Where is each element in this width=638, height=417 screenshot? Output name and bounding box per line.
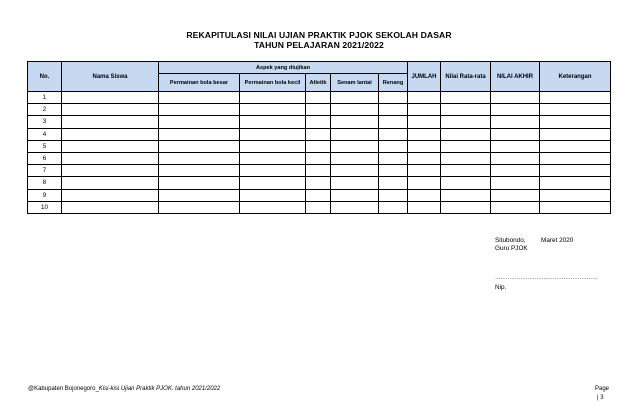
table-cell xyxy=(408,152,441,164)
table-cell xyxy=(379,165,408,177)
row-number: 7 xyxy=(28,165,62,177)
header-aspek-atletik: Atletik xyxy=(306,74,331,92)
header-jumlah: JUMLAH xyxy=(408,62,441,92)
table-cell xyxy=(62,128,159,140)
table-cell xyxy=(240,165,306,177)
row-number: 4 xyxy=(28,128,62,140)
footer-source xyxy=(28,385,220,393)
table-cell xyxy=(240,116,306,128)
row-number: 9 xyxy=(28,189,62,201)
footer-source-prefix: @Kabupaten Bojonegoro_ xyxy=(28,386,99,392)
table-row xyxy=(28,92,611,104)
table-cell xyxy=(62,116,159,128)
table-cell xyxy=(441,177,491,189)
table-cell xyxy=(491,92,540,104)
table-cell xyxy=(540,152,611,164)
table-cell xyxy=(540,92,611,104)
table-cell xyxy=(159,152,240,164)
table-cell xyxy=(159,92,240,104)
table-cell xyxy=(306,165,331,177)
table-cell xyxy=(540,128,611,140)
table-cell xyxy=(240,92,306,104)
table-cell xyxy=(441,201,491,213)
table-body xyxy=(28,92,611,214)
header-aspek-bola-kecil: Permainan bola kecil xyxy=(240,74,306,92)
row-number: 6 xyxy=(28,152,62,164)
table-cell xyxy=(62,152,159,164)
table-row xyxy=(28,128,611,140)
table-cell xyxy=(379,140,408,152)
table-cell xyxy=(441,189,491,201)
table-cell xyxy=(491,152,540,164)
signature-date: Maret 2020 xyxy=(541,237,574,244)
header-nama-siswa: Nama Siswa xyxy=(62,62,159,92)
table-cell xyxy=(441,165,491,177)
table-cell xyxy=(331,189,379,201)
table-cell xyxy=(159,189,240,201)
header-aspek-senam-lantai: Senam lantai xyxy=(331,74,379,92)
table-cell xyxy=(240,140,306,152)
table-cell xyxy=(306,128,331,140)
table-row xyxy=(28,104,611,116)
header-aspek-bola-besar: Permainan bola besar xyxy=(159,74,240,92)
table-cell xyxy=(62,92,159,104)
table-cell xyxy=(62,189,159,201)
table-cell xyxy=(331,140,379,152)
table-row xyxy=(28,152,611,164)
table-row xyxy=(28,201,611,213)
table-cell xyxy=(379,116,408,128)
table-cell xyxy=(306,152,331,164)
table-row xyxy=(28,177,611,189)
signature-role: Guru PJOK xyxy=(495,245,528,252)
table-cell xyxy=(306,201,331,213)
table-cell xyxy=(306,140,331,152)
table-cell xyxy=(408,116,441,128)
table-cell xyxy=(240,201,306,213)
table-cell xyxy=(491,140,540,152)
table-cell xyxy=(331,177,379,189)
table-cell xyxy=(540,104,611,116)
table-cell xyxy=(441,128,491,140)
table-cell xyxy=(331,152,379,164)
table-cell xyxy=(379,92,408,104)
document-title: REKAPITULASI NILAI UJIAN PRAKTIK PJOK SEKOLAH DASAR xyxy=(186,30,452,40)
table-cell xyxy=(379,189,408,201)
table-cell xyxy=(331,201,379,213)
table-cell xyxy=(408,128,441,140)
table-cell xyxy=(306,116,331,128)
table-cell xyxy=(240,128,306,140)
table-cell xyxy=(408,165,441,177)
table-cell xyxy=(331,128,379,140)
table-cell xyxy=(408,92,441,104)
table-cell xyxy=(441,92,491,104)
row-number: 8 xyxy=(28,177,62,189)
footer-page-number: | 3 xyxy=(597,395,604,401)
table-cell xyxy=(159,116,240,128)
table-cell xyxy=(62,201,159,213)
table-cell xyxy=(331,116,379,128)
row-number: 1 xyxy=(28,92,62,104)
header-no: No. xyxy=(28,62,62,92)
table-cell xyxy=(540,165,611,177)
table-cell xyxy=(441,140,491,152)
table-cell xyxy=(491,104,540,116)
table-row xyxy=(28,116,611,128)
signature-place: Situbondo, xyxy=(495,237,526,244)
table-cell xyxy=(159,140,240,152)
table-cell xyxy=(540,116,611,128)
table-cell xyxy=(441,152,491,164)
table-cell xyxy=(491,128,540,140)
table-cell xyxy=(540,177,611,189)
table-cell xyxy=(491,165,540,177)
table-cell xyxy=(408,140,441,152)
table-cell xyxy=(491,189,540,201)
row-number: 2 xyxy=(28,104,62,116)
table-cell xyxy=(240,104,306,116)
table-cell xyxy=(159,165,240,177)
header-keterangan: Keterangan xyxy=(540,62,611,92)
table-cell xyxy=(379,152,408,164)
table-cell xyxy=(379,104,408,116)
table-cell xyxy=(540,201,611,213)
table-cell xyxy=(408,104,441,116)
table-cell xyxy=(159,201,240,213)
header-aspek-group: Aspek yang diujikan xyxy=(159,62,408,74)
table-cell xyxy=(306,92,331,104)
table-cell xyxy=(62,177,159,189)
table-cell xyxy=(306,189,331,201)
table-cell xyxy=(62,140,159,152)
table-cell xyxy=(159,128,240,140)
row-number: 3 xyxy=(28,116,62,128)
table-cell xyxy=(408,177,441,189)
document-subtitle: TAHUN PELAJARAN 2021/2022 xyxy=(254,40,384,50)
table-cell xyxy=(306,104,331,116)
footer-source-title: Kisi-kisi Ujian Praktik PJOK. tahun 2021/2022 xyxy=(98,386,221,392)
table-cell xyxy=(441,104,491,116)
table-cell xyxy=(62,165,159,177)
header-nilai-akhir: NILAI AKHIR xyxy=(491,62,540,92)
table-cell xyxy=(331,165,379,177)
header-aspek-renang: Renang xyxy=(379,74,408,92)
signature-line: ………………………………………………… xyxy=(495,275,598,281)
table-cell xyxy=(240,177,306,189)
row-number: 5 xyxy=(28,140,62,152)
table-cell xyxy=(441,116,491,128)
table-row xyxy=(28,165,611,177)
table-cell xyxy=(408,201,441,213)
table-cell xyxy=(379,177,408,189)
recap-table xyxy=(27,61,611,214)
table-cell xyxy=(540,140,611,152)
table-cell xyxy=(491,177,540,189)
table-cell xyxy=(62,104,159,116)
table-cell xyxy=(331,92,379,104)
table-row xyxy=(28,140,611,152)
table-cell xyxy=(240,152,306,164)
table-cell xyxy=(408,189,441,201)
footer-page-label: Page xyxy=(595,386,610,392)
table-row xyxy=(28,189,611,201)
table-cell xyxy=(159,177,240,189)
table-cell xyxy=(159,104,240,116)
header-rata-rata: Nilai Rata-rata xyxy=(441,62,491,92)
signature-nip: Nip. xyxy=(495,284,507,291)
table-cell xyxy=(240,189,306,201)
table-cell xyxy=(379,201,408,213)
table-cell xyxy=(491,201,540,213)
table-cell xyxy=(306,177,331,189)
table-cell xyxy=(331,104,379,116)
table-cell xyxy=(379,128,408,140)
row-number: 10 xyxy=(28,201,62,213)
table-cell xyxy=(540,189,611,201)
table-cell xyxy=(491,116,540,128)
